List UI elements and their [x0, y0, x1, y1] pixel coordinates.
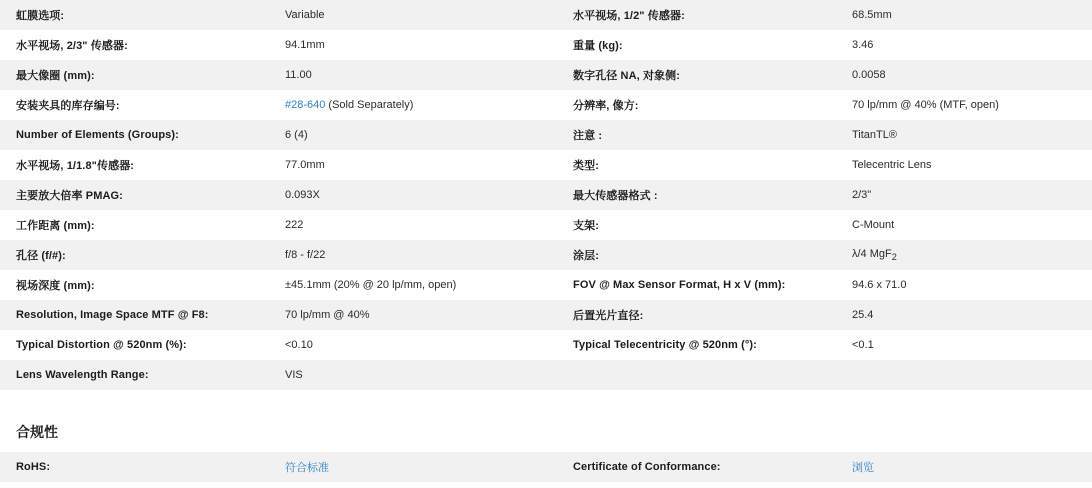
- compliance-section: [0, 402, 1092, 482]
- spec-label: 水平视场, 1/1.8"传感器:: [0, 150, 281, 180]
- compliance-title: 合规性: [0, 402, 1092, 452]
- compliance-value-coc: [848, 452, 1092, 482]
- table-row: [0, 150, 1092, 180]
- spec-value: VIS: [281, 360, 555, 390]
- spec-value: Variable: [281, 0, 555, 30]
- spec-label: 支架:: [555, 210, 848, 240]
- spec-value: 94.1mm: [281, 30, 555, 60]
- spec-label: Resolution, Image Space MTF @ F8:: [0, 300, 281, 330]
- spec-value: 11.00: [281, 60, 555, 90]
- spec-label: 主要放大倍率 PMAG:: [0, 180, 281, 210]
- spec-value: 3.46: [848, 30, 1092, 60]
- spec-label: FOV @ Max Sensor Format, H x V (mm):: [555, 270, 848, 300]
- compliance-value-rohs: [281, 452, 555, 482]
- compliance-table: [0, 452, 1092, 482]
- compliance-label-rohs: RoHS:: [0, 452, 281, 482]
- table-row: [0, 452, 1092, 482]
- spec-value: ±45.1mm (20% @ 20 lp/mm, open): [281, 270, 555, 300]
- spec-value: Telecentric Lens: [848, 150, 1092, 180]
- spec-label: 视场深度 (mm):: [0, 270, 281, 300]
- table-row: [0, 360, 1092, 390]
- spec-value: <0.1: [848, 330, 1092, 360]
- spec-value-coating: λ/4 MgF$_2$: [848, 240, 1092, 270]
- spec-label: 最大传感器格式 :: [555, 180, 848, 210]
- stock-number-suffix: (Sold Separately): [325, 99, 414, 111]
- spec-value: C-Mount: [848, 210, 1092, 240]
- rohs-compliant-link[interactable]: 符合标准: [285, 462, 329, 474]
- spec-label: 水平视场, 1/2" 传感器:: [555, 0, 848, 30]
- spec-value: [281, 90, 555, 120]
- spec-label: Number of Elements (Groups):: [0, 120, 281, 150]
- spec-value: TitanTL®: [848, 120, 1092, 150]
- spec-label: [555, 360, 848, 390]
- table-row: [0, 300, 1092, 330]
- table-row: [0, 30, 1092, 60]
- spec-value: 222: [281, 210, 555, 240]
- spec-value: 70 lp/mm @ 40%: [281, 300, 555, 330]
- spec-value: f/8 - f/22: [281, 240, 555, 270]
- table-row: [0, 90, 1092, 120]
- spec-label: 虹膜选项:: [0, 0, 281, 30]
- spec-value: 25.4: [848, 300, 1092, 330]
- spec-label: 重量 (kg):: [555, 30, 848, 60]
- spec-label: 分辨率, 像方:: [555, 90, 848, 120]
- spec-label: Typical Distortion @ 520nm (%):: [0, 330, 281, 360]
- spec-label: Lens Wavelength Range:: [0, 360, 281, 390]
- spec-label: 数字孔径 NA, 对象侧:: [555, 60, 848, 90]
- spec-value: 0.0058: [848, 60, 1092, 90]
- spec-label: 注意 :: [555, 120, 848, 150]
- table-row: [0, 180, 1092, 210]
- table-row: [0, 210, 1092, 240]
- spec-value: 94.6 x 71.0: [848, 270, 1092, 300]
- spec-value: 2/3": [848, 180, 1092, 210]
- spec-label: 后置光片直径:: [555, 300, 848, 330]
- table-row: [0, 270, 1092, 300]
- spec-value: 70 lp/mm @ 40% (MTF, open): [848, 90, 1092, 120]
- spec-value: <0.10: [281, 330, 555, 360]
- table-row: [0, 60, 1092, 90]
- spec-label: 工作距离 (mm):: [0, 210, 281, 240]
- spec-label: 涂层:: [555, 240, 848, 270]
- spec-label: Typical Telecentricity @ 520nm (°):: [555, 330, 848, 360]
- spec-value: 0.093X: [281, 180, 555, 210]
- spec-label: 水平视场, 2/3" 传感器:: [0, 30, 281, 60]
- spec-label: 孔径 (f/#):: [0, 240, 281, 270]
- spec-label: 安装夹具的库存编号:: [0, 90, 281, 120]
- table-row: [0, 0, 1092, 30]
- spec-value: 77.0mm: [281, 150, 555, 180]
- table-row: [0, 240, 1092, 270]
- stock-number-link[interactable]: #28-640: [285, 99, 326, 111]
- compliance-table-body: [0, 452, 1092, 482]
- table-row: [0, 330, 1092, 360]
- spec-label: 类型:: [555, 150, 848, 180]
- spec-value: 68.5mm: [848, 0, 1092, 30]
- spec-value: [848, 360, 1092, 390]
- table-row: [0, 120, 1092, 150]
- spec-value: 6 (4): [281, 120, 555, 150]
- compliance-label-coc: Certificate of Conformance:: [555, 452, 848, 482]
- certificate-view-link[interactable]: 浏览: [852, 462, 874, 474]
- spec-label: 最大像圈 (mm):: [0, 60, 281, 90]
